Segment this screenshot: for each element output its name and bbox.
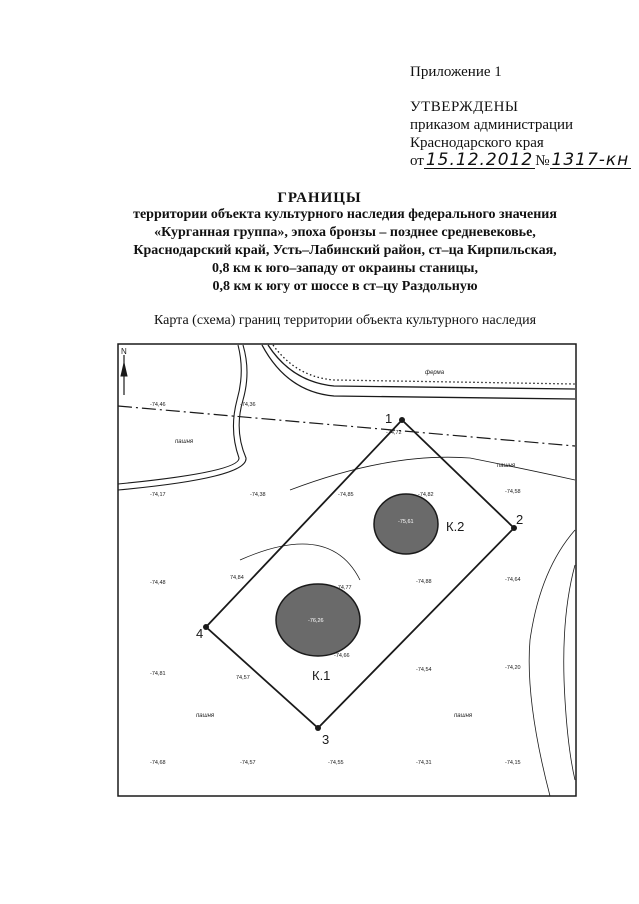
field-label: пашня bbox=[196, 713, 215, 719]
elevation-label: -74,31 bbox=[416, 760, 432, 766]
elevation-label: -74,85 bbox=[338, 492, 354, 498]
handwritten-date: 15.12.2012 bbox=[425, 150, 534, 170]
field-label: пашня bbox=[175, 439, 194, 445]
boundary-polygon bbox=[206, 420, 514, 728]
kurgan-1-label: К.1 bbox=[312, 668, 331, 683]
corner-3-label: 3 bbox=[322, 732, 330, 747]
elevation-label: 74,57 bbox=[236, 675, 250, 681]
description-line: Краснодарский край, Усть–Лабинский район, ст–ца Кирпильская, bbox=[133, 243, 557, 258]
elevation-label: -74,64 bbox=[505, 577, 521, 583]
road bbox=[262, 345, 575, 399]
mound-elevation-label: -76,26 bbox=[308, 618, 324, 624]
elevation-label: -74,88 bbox=[416, 579, 432, 585]
elevation-label: -74,82 bbox=[418, 492, 434, 498]
elevation-label: -74,20 bbox=[505, 665, 521, 671]
north-label: N bbox=[121, 347, 127, 356]
document-heading: ГРАНИЦЫ bbox=[277, 190, 362, 206]
map-frame bbox=[118, 344, 576, 796]
elevation-label: -74,77 bbox=[336, 585, 352, 591]
description-line: 0,8 км к югу от шоссе в ст–цу Раздольную bbox=[212, 279, 478, 294]
elevation-label: -74,57 bbox=[240, 760, 256, 766]
kurgan-2-label: К.2 bbox=[446, 519, 465, 534]
dirt-track bbox=[118, 345, 247, 490]
from-prefix: от bbox=[410, 153, 424, 169]
corner-2-label: 2 bbox=[516, 512, 524, 527]
north-arrow-icon bbox=[121, 355, 127, 395]
elevation-label: -74,58 bbox=[505, 489, 521, 495]
road-label: ферма bbox=[425, 370, 445, 376]
order-line: приказом администрации bbox=[410, 117, 574, 133]
elevation-label: -74,81 bbox=[150, 671, 166, 677]
elevation-label: -74,54 bbox=[416, 667, 432, 673]
corner-1-label: 1 bbox=[385, 411, 393, 426]
elevation-label: -74,46 bbox=[150, 402, 166, 408]
elevation-label: -74,48 bbox=[150, 580, 166, 586]
elevation-label: -74,15 bbox=[505, 760, 521, 766]
elevation-label: -74,36 bbox=[240, 402, 256, 408]
elevation-label: -74,17 bbox=[150, 492, 166, 498]
elevation-label: -74,72 bbox=[386, 430, 402, 436]
elevation-label: 74,84 bbox=[230, 575, 244, 581]
elevation-label: -74,55 bbox=[328, 760, 344, 766]
description-line: 0,8 км к юго–западу от окраины станицы, bbox=[212, 261, 478, 276]
elevation-label: -74,38 bbox=[250, 492, 266, 498]
handwritten-number: 1317-кн bbox=[551, 150, 630, 170]
field-label: пашня bbox=[497, 463, 516, 469]
region-line: Краснодарского края bbox=[410, 135, 544, 151]
field-label: пашня bbox=[454, 713, 473, 719]
number-prefix: № bbox=[535, 153, 550, 169]
description-line: «Курганная группа», эпоха бронзы – позднее средневековье, bbox=[154, 225, 536, 240]
appendix-label: Приложение 1 bbox=[410, 64, 502, 80]
approved-label: УТВЕРЖДЕНЫ bbox=[410, 99, 519, 115]
corner-4-label: 4 bbox=[196, 626, 204, 641]
elevation-label: -74,66 bbox=[334, 653, 350, 659]
mound-elevation-label: -75,61 bbox=[398, 519, 414, 525]
elevation-label: -74,68 bbox=[150, 760, 166, 766]
map-caption: Карта (схема) границ территории объекта культурного наследия bbox=[153, 313, 537, 328]
description-line: территории объекта культурного наследия федерального значения bbox=[133, 207, 557, 222]
